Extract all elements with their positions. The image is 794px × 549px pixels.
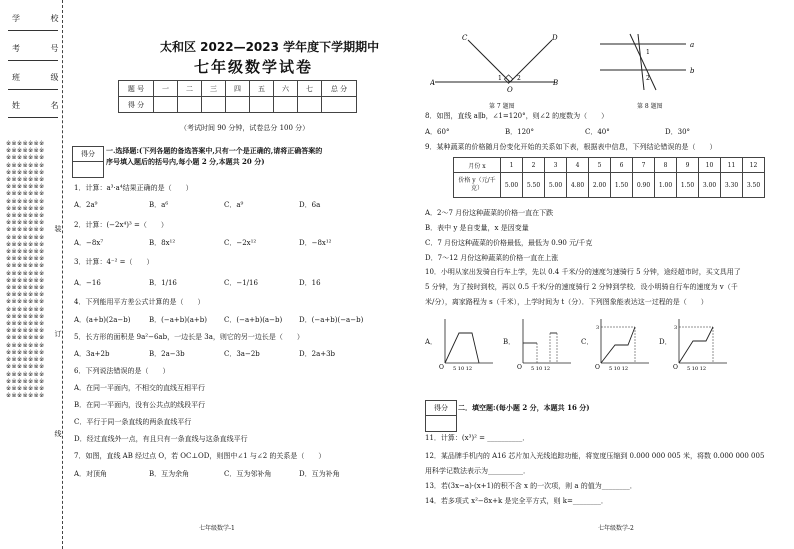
origin: O (439, 364, 444, 370)
figure-8 (598, 32, 698, 94)
fig8-caption: 第 8 题图 (637, 103, 663, 110)
question-2: 2．计算：(−2x⁴)³ =（ ） (74, 221, 168, 229)
q3-option-d[interactable]: D．16 (299, 279, 321, 287)
page-footer-right: 七年级数学-2 (598, 525, 634, 532)
score-cell: 七 (298, 81, 322, 97)
q6-option-c[interactable]: C．平行于同一条直线的两条直线平行 (74, 418, 192, 426)
q10-option-a[interactable]: A． (425, 338, 438, 346)
q8-option-d[interactable]: D．30° (665, 128, 691, 136)
graph-a-path (445, 333, 479, 363)
price-cell: 3.50 (743, 173, 765, 198)
month-cell: 9 (677, 158, 699, 173)
q9-option-a[interactable]: A．2～7 月份这种蔬菜的价格一直在下跌 (425, 209, 554, 217)
x-ticks: 5 10 12 (687, 366, 707, 370)
price-table (453, 157, 765, 198)
exam-note: （考试时间 90 分钟，试卷总分 100 分） (180, 124, 310, 132)
price-cell: 5.50 (523, 173, 545, 198)
graph-c-path (601, 327, 635, 363)
score-table-score-row (119, 97, 357, 113)
q7-option-d[interactable]: D．互为补角 (299, 470, 340, 478)
question-9: 9．某种蔬菜的价格随月份变化开始的关系如下表，根据表中信息，下列结论错误的是（ ） (425, 143, 717, 151)
score-cell: 五 (250, 81, 274, 97)
q9-option-b[interactable]: B．表中 y 是自变量，x 是因变量 (425, 224, 529, 232)
exam-title-line2: 七年级数学试卷 (194, 58, 314, 76)
exam-no-field[interactable] (8, 60, 58, 61)
score-input[interactable] (250, 97, 274, 113)
month-cell: 7 (633, 158, 655, 173)
label-angle-1: 1 (646, 49, 650, 56)
q3-option-c[interactable]: C．−1/16 (224, 279, 258, 287)
label-c: C (462, 34, 468, 42)
q4-option-c[interactable]: C．(−a+b)(a−b) (224, 316, 283, 324)
q3-option-b[interactable]: B．1/16 (149, 279, 177, 287)
q1-option-c[interactable]: C．a⁹ (224, 201, 244, 209)
month-cell: 6 (611, 158, 633, 173)
q8-option-a[interactable]: A．60° (425, 128, 450, 136)
q6-option-a[interactable]: A．在同一平面内，不相交的直线互相平行 (74, 384, 206, 392)
score-table (118, 80, 357, 113)
origin: O (517, 364, 522, 370)
fold-char-2: 订 (54, 330, 62, 338)
label-angle-2: 2 (517, 75, 521, 82)
q2-option-c[interactable]: C．−2x¹² (224, 239, 257, 247)
class-field[interactable] (8, 89, 58, 90)
question-11[interactable]: 11．计算：(x³)² = __________． (425, 434, 530, 442)
label-angle-1: 1 (498, 75, 502, 82)
price-cell: 5.00 (501, 173, 523, 198)
label-angle-2: 2 (646, 75, 650, 82)
question-8: 8．如图，直线 a∥b，∠1=120°，则∠2 的度数为（ ） (425, 112, 609, 120)
month-cell: 11 (721, 158, 743, 173)
section1-title-2: 序号填入题后的括号内,每小题 2 分,本题共 20 分) (106, 157, 265, 166)
fig7-caption: 第 7 题图 (489, 103, 515, 110)
origin: O (673, 364, 678, 370)
q1-option-d[interactable]: D．6a (299, 201, 321, 209)
fold-line (62, 0, 63, 549)
q10-graph-d (671, 315, 731, 370)
question-14[interactable]: 14．若多项式 x²−8x+k 是完全平方式，则 k=________． (425, 497, 608, 505)
figure-7 (430, 30, 560, 100)
origin: O (595, 364, 600, 370)
score-input[interactable] (298, 97, 322, 113)
q7-option-a[interactable]: A．对顶角 (74, 470, 108, 478)
q8-option-b[interactable]: B．120° (505, 128, 535, 136)
q10-graph-b (515, 315, 575, 370)
x-ticks: 5 10 12 (531, 366, 551, 370)
question-12-line1: 12．某品牌手机内的 A16 芯片加入光线追踪功能，将宽度压缩到 0.000 000 005 米，将数 0.000 000 005 (425, 452, 765, 460)
q10-option-d[interactable]: D． (659, 338, 672, 346)
price-table-price-row (454, 173, 765, 198)
question-5: 5．长方形的面积是 9a²−6ab，一边长是 3a，则它的另一边长是（ ） (74, 333, 304, 341)
score-cell: 得 分 (119, 97, 154, 113)
q10-graph-a (437, 315, 497, 370)
name-field[interactable] (8, 117, 58, 118)
q9-option-c[interactable]: C．7 月份这种蔬菜的价格最低，最低为 0.90 元/千克 (425, 239, 593, 247)
score-cell: 六 (274, 81, 298, 97)
x-ticks: 5 10 12 (609, 366, 629, 370)
graph-d-path (679, 327, 713, 363)
school-field[interactable] (8, 30, 58, 31)
price-cell: 1.50 (611, 173, 633, 198)
score-input[interactable] (274, 97, 298, 113)
section1-score-box[interactable] (72, 146, 104, 178)
question-13[interactable]: 13．若(3x−a)·(x+1)的积不含 x 的一次项，则 a 的值为________． (425, 482, 637, 490)
month-cell: 4 (567, 158, 589, 173)
question-12-line2[interactable]: 用科学记数法表示为__________． (425, 467, 530, 475)
section1-score-label: 得分 (73, 147, 103, 162)
q10-graph-c (593, 315, 653, 370)
fold-char-3: 线 (54, 430, 62, 438)
exam-no-label: 考 号 (12, 44, 73, 53)
x-ticks: 5 10 12 (453, 366, 473, 370)
name-label: 姓 名 (12, 101, 73, 110)
label-d: D (552, 34, 558, 42)
price-cell: 1.50 (677, 173, 699, 198)
month-cell: 5 (589, 158, 611, 173)
question-10-line1: 10．小明从家出发骑自行车上学，先以 0.4 千米/分的速度匀速骑行 5 分钟，途经超市时，买文具用了 (425, 268, 741, 276)
ray-oc (468, 40, 510, 82)
q6-option-b[interactable]: B．在同一平面内，没有公共点的线段平行 (74, 401, 206, 409)
page-footer-left: 七年级数学-1 (199, 525, 235, 532)
q6-option-d[interactable]: D．经过直线外一点，有且只有一条直线与这条直线平行 (74, 435, 248, 443)
score-cell: 总 分 (322, 81, 357, 97)
q10-option-c[interactable]: C． (581, 338, 594, 346)
q4-option-b[interactable]: B．(−a+b)(a+b) (149, 316, 207, 324)
q2-option-b[interactable]: B．8x¹² (149, 239, 176, 247)
question-7: 7．如图，直线 AB 经过点 O，若 OC⊥OD，则图中∠1 与∠2 的关系是（ ） (74, 452, 326, 460)
label-a: A (430, 79, 436, 87)
month-cell: 1 (501, 158, 523, 173)
q1-option-b[interactable]: B．a⁶ (149, 201, 169, 209)
score-input[interactable] (202, 97, 226, 113)
score-input[interactable] (226, 97, 250, 113)
class-label: 班 级 (12, 73, 73, 82)
score-cell: 三 (202, 81, 226, 97)
q7-option-b[interactable]: B．互为余角 (149, 470, 190, 478)
score-cell: 二 (178, 81, 202, 97)
q8-option-c[interactable]: C．40° (585, 128, 610, 136)
score-cell: 四 (226, 81, 250, 97)
star-pattern: ※※※※※※※※※※※※※※※※※※※※※※※※※※※※※※※※※※※※※※※※※※※※※※※※※※※※※※※※※※※※※※※※※※※※※※※※※※※※※※※※※※※※※※※※※※※※※※※※※※※※※※※※※※※※※※※※※※※※※※※※※※※※※※※※※※※※※※※※※※※※※※※※※※※※※※※※※※※※※※※※※※※※※※※※※※※※※※※※※※※※※※※※※※※※※※※※※※※※※※※※※※※※※※※※※※※※※※※※※※※※※※※※※※※※※※※※※※※※※※※※※※※※※※※※※※※※ (6, 140, 45, 400)
q5-option-c[interactable]: C．3a−2b (224, 350, 260, 358)
price-cell: 1.00 (655, 173, 677, 198)
y-tick: 3 (596, 325, 600, 331)
score-cell: 题 号 (119, 81, 154, 97)
price-header: 价格 y（元/千克） (454, 173, 501, 198)
q5-option-d[interactable]: D．2a+3b (299, 350, 336, 358)
section1-title: 一.选择题:(下列各题的备选答案中,只有一个是正确的,请将正确答案的 (106, 146, 323, 155)
score-input[interactable] (178, 97, 202, 113)
label-b: B (553, 79, 559, 87)
label-b-line: b (690, 67, 695, 75)
score-input[interactable] (154, 97, 178, 113)
price-cell: 3.00 (699, 173, 721, 198)
y-tick: 3 (674, 325, 678, 331)
q2-option-a[interactable]: A．−8x⁷ (74, 239, 104, 247)
q4-option-a[interactable]: A．(a+b)(2a−b) (74, 316, 131, 324)
question-10-line2: 5 分钟，为了按时到校，再以 0.5 千米/分的速度骑行 2 分钟到学校．设小明骑自行车的速度为 v（千 (425, 283, 738, 291)
question-10-line3: 米/分），离家路程为 s（千米），上学时间为 t（分）．下列图象能表达这一过程的是（ ） (425, 298, 708, 306)
score-table-header-row (119, 81, 357, 97)
label-o: O (507, 86, 513, 94)
month-cell: 12 (743, 158, 765, 173)
price-cell: 4.80 (567, 173, 589, 198)
price-cell: 0.90 (633, 173, 655, 198)
question-4: 4．下列能用平方差公式计算的是（ ） (74, 298, 205, 306)
label-a-line: a (690, 41, 695, 49)
section2-title: 二．填空题:(每小题 2 分，本题共 16 分) (458, 403, 590, 412)
q10-option-b[interactable]: B． (503, 338, 516, 346)
score-input[interactable] (322, 97, 357, 113)
month-cell: 8 (655, 158, 677, 173)
score-cell: 一 (154, 81, 178, 97)
month-cell: 2 (523, 158, 545, 173)
month-header: 月份 x (454, 158, 501, 173)
school-label: 学 校 (12, 14, 73, 23)
question-1: 1．计算：a³·a⁴结果正确的是（ ） (74, 184, 193, 192)
q5-option-a[interactable]: A．3a+2b (74, 350, 110, 358)
q2-option-d[interactable]: D．−8x¹² (299, 239, 332, 247)
month-cell: 3 (545, 158, 567, 173)
q7-option-c[interactable]: C．互为邻补角 (224, 470, 272, 478)
binding-strip (0, 0, 73, 549)
price-cell: 3.30 (721, 173, 743, 198)
q4-option-d[interactable]: D．(−a+b)(−a−b) (299, 316, 364, 324)
q5-option-b[interactable]: B．2a−3b (149, 350, 185, 358)
section2-score-box[interactable] (425, 400, 457, 432)
price-cell: 5.00 (545, 173, 567, 198)
price-table-month-row (454, 158, 765, 173)
price-cell: 2.00 (589, 173, 611, 198)
q9-option-d[interactable]: D．7～12 月份这种蔬菜的价格一直在上涨 (425, 254, 559, 262)
q3-option-a[interactable]: A．−16 (74, 279, 101, 287)
q1-option-a[interactable]: A．2a⁹ (74, 201, 98, 209)
fold-char-1: 装 (54, 225, 62, 233)
section2-score-label: 得分 (426, 401, 456, 416)
month-cell: 10 (699, 158, 721, 173)
exam-title-line1: 太和区 2022—2023 学年度下学期期中 (160, 40, 380, 54)
question-6: 6．下列说法错误的是（ ） (74, 367, 170, 375)
question-3: 3．计算：4⁻² =（ ） (74, 258, 154, 266)
